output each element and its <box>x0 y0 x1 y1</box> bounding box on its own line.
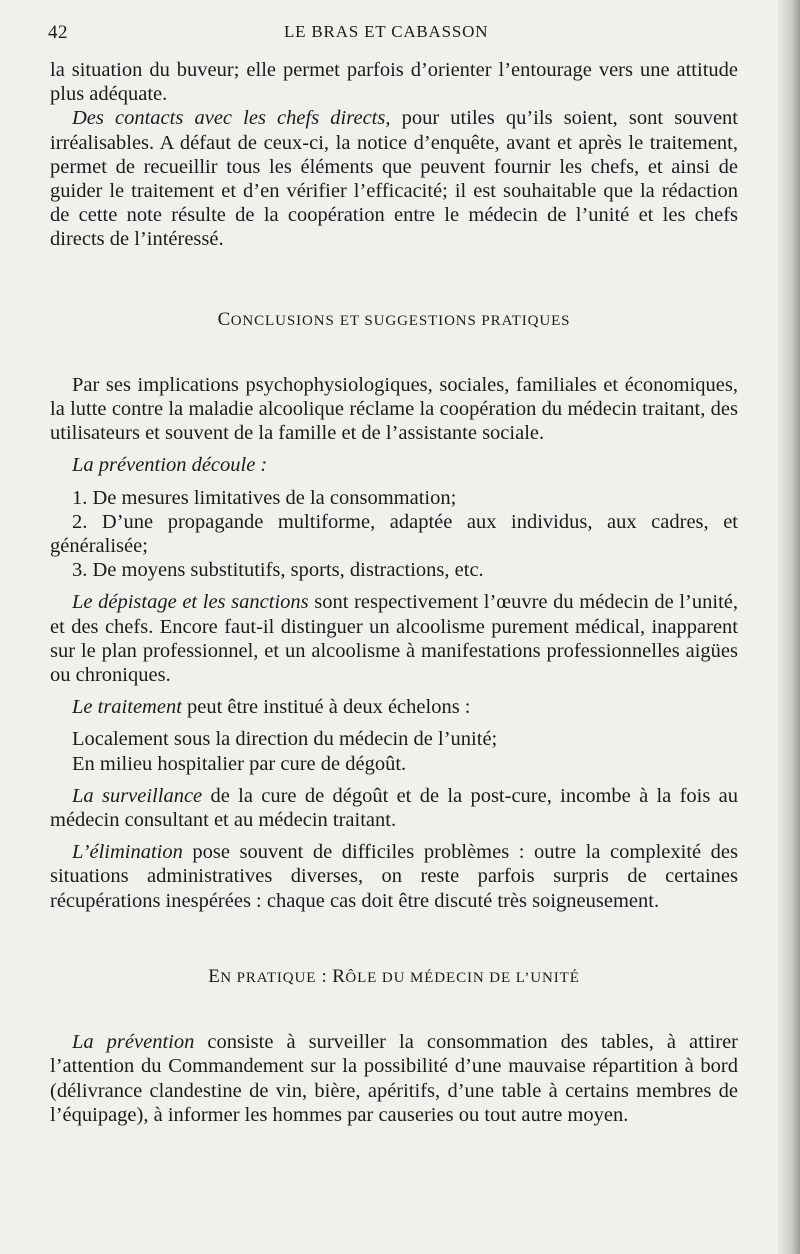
paragraph-elimination <box>50 840 738 913</box>
heading-smallcaps-part1: N PRATIQUE <box>220 969 317 986</box>
paragraph-traitement <box>50 695 738 719</box>
paragraph-text: pour utiles qu’ils soient, sont souvent irréalisables. A défaut de ceux-ci, la notice d’enquête, avant et après le traitement, permet de recueillir tous les éléments que peuvent fournir les chefs, et ainsi de guider le traitement et d’en vérifier l’efficacité; il est souhaitable que la rédaction de cette note résulte de la coopération entre le médecin de l’unité et les chefs directs de l’intéressé. <box>50 107 738 251</box>
heading-initial: E <box>208 965 221 987</box>
paragraph-contacts-chefs <box>50 106 738 251</box>
paragraph-text: sont respectivement l’œuvre du médecin de l’unité, et des chefs. Encore faut-il distinguer un alcoolisme purement médical, inapparent sur le plan professionnel, et un alcoolisme à manifestations professionnelles aigües ou chroniques. <box>50 591 738 687</box>
paragraph-text: peut être institué à deux échelons : <box>181 696 471 719</box>
paragraph-lead-italic: La prévention <box>72 1031 195 1054</box>
list-item-2: 2. D’une propagande multiforme, adaptée aux individus, aux cadres, et généralisée; <box>50 510 738 558</box>
heading-initial-r: R <box>332 965 346 987</box>
paragraph-lead-italic: La prévention découle : <box>72 454 268 477</box>
list-item-3: 3. De moyens substitutifs, sports, distractions, etc. <box>72 559 484 582</box>
traitement-line-2: En milieu hospitalier par cure de dégoût. <box>72 752 407 775</box>
heading-smallcaps-part2: ÔLE DU MÉDECIN DE L’UNITÉ <box>345 969 580 986</box>
paragraph-lead-italic: L’élimination <box>72 841 183 864</box>
running-head: LE BRAS ET CABASSON <box>284 22 489 41</box>
paragraph-prevention-consiste <box>50 1030 738 1127</box>
section-heading-en-pratique <box>50 965 738 990</box>
paragraph-lead-italic: Des contacts avec les chefs directs, <box>72 107 391 130</box>
traitement-line-1: Localement sous la direction du médecin de l’unité; <box>72 728 498 751</box>
paragraph-lead-italic: Le dépistage et les sanctions <box>72 591 309 614</box>
heading-separator: : <box>316 965 333 987</box>
page-number: 42 <box>48 22 68 43</box>
page-edge-shadow <box>778 0 800 1254</box>
list-item-1: 1. De mesures limitatives de la consommation; <box>72 486 457 509</box>
page-body <box>50 58 738 1127</box>
page-header <box>48 22 748 48</box>
paragraph-text: consiste à surveiller la consommation des tables, à attirer l’attention du Commandement sur la possibilité d’une mauvaise répartition à bord (délivrance clandestine de vin, bière, apéritifs, d’une table à certains membres de l’équipage), à informer les hommes par causeries ou tout autre moyen. <box>50 1031 738 1126</box>
heading-smallcaps-word: ONCLUSIONS <box>230 312 335 329</box>
paragraph-text: de la cure de dégoût et de la post-cure, incombe à la fois au médecin consultant et au médecin traitant. <box>50 784 738 832</box>
paragraph-text: pose souvent de difficiles problèmes : outre la complexité des situations administratives diverses, on reste parfois surpris de certaines récupérations inespérées : chaque cas doit être discuté très soigneusement. <box>50 841 738 912</box>
heading-smallcaps-rest: ET SUGGESTIONS PRATIQUES <box>339 312 571 329</box>
heading-initial: C <box>217 308 231 330</box>
paragraph-continued: la situation du buveur; elle permet parfois d’orienter l’entourage vers une attitude plus adéquate. <box>50 59 738 106</box>
paragraph-prevention-decoule <box>50 453 738 477</box>
paragraph-lead-italic: La surveillance <box>72 784 203 807</box>
paragraph-implications: Par ses implications psychophysiologiques, sociales, familiales et économiques, la lutte contre la maladie alcoolique réclame la coopération du médecin traitant, des utilisateurs et souvent de la famille et de l’assistante sociale. <box>50 373 738 445</box>
paragraph-lead-italic: Le traitement <box>72 696 182 719</box>
paragraph-depistage <box>50 590 738 687</box>
section-heading-conclusions <box>50 308 738 333</box>
paragraph-surveillance <box>50 784 738 832</box>
